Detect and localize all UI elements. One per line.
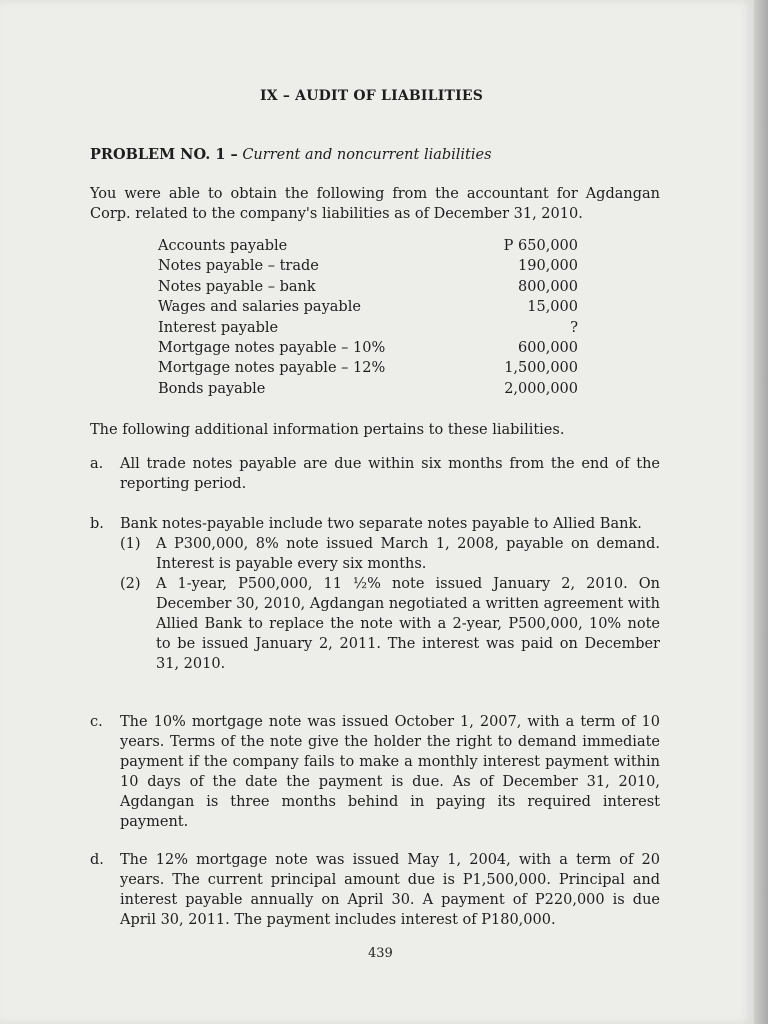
ledger-name: Notes payable – trade: [158, 258, 319, 275]
ledger-name: Mortgage notes payable – 10%: [158, 339, 386, 356]
item-letter: c.: [90, 714, 103, 730]
item-letter: a.: [90, 456, 104, 472]
page-edge: [754, 0, 768, 1024]
problem-heading: [90, 145, 660, 165]
ledger-amount: 190,000: [518, 258, 578, 275]
ledger-amount: P 650,000: [503, 238, 578, 254]
ledger-name: Wages and salaries payable: [158, 299, 361, 316]
subitem-number: (1): [120, 536, 141, 552]
problem-number: PROBLEM NO. 1 –: [90, 146, 238, 163]
problem-topic: Current and noncurrent liabilities: [242, 147, 492, 163]
ledger-name: Accounts payable: [158, 238, 288, 254]
ledger-amount: 15,000: [527, 299, 578, 316]
ledger-row: [158, 297, 578, 317]
ledger-row: [158, 338, 578, 358]
ledger-amount: 600,000: [518, 339, 578, 356]
subitem-text: A 1-year, P500,000, 11 ½% note issued January 2, 2010. On December 30, 2010, Agdangan negotiated a written agreement with Allied Bank to replace the note with a 2-year, P500,000, 10% note to be issued January 2, 2011. The interest was paid on December 31, 2010.: [156, 576, 660, 672]
item-letter: b.: [90, 516, 104, 532]
page-number: 439: [368, 946, 393, 961]
ledger-row: [158, 256, 578, 276]
additional-info: The following additional information pertains to these liabilities.: [90, 422, 565, 438]
ledger-row: [158, 318, 578, 338]
ledger-row: [158, 236, 578, 256]
item-text: The 12% mortgage note was issued May 1, 2004, with a term of 20 years. The current principal amount due is P1,500,000. Principal and interest payable annually on April 30. A payment of P220,000 is due April 30, 2011. The payment includes interest of P180,000.: [120, 852, 660, 928]
item-text: The 10% mortgage note was issued October 1, 2007, with a term of 10 years. Terms of the note give the holder the right to demand immediate payment if the company fails to make a monthly interest payment within 10 days of the date the payment is due. As of December 31, 2010, Agdangan is three months behind in paying its required interest payment.: [120, 714, 660, 830]
ledger-name: Interest payable: [158, 319, 279, 336]
ledger-row: [158, 277, 578, 297]
liabilities-list: [158, 236, 578, 399]
ledger-row: [158, 379, 578, 399]
chapter-title: IX – AUDIT OF LIABILITIES: [260, 88, 483, 104]
ledger-row: [158, 358, 578, 378]
ledger-amount: ?: [570, 319, 578, 336]
item-text: Bank notes-payable include two separate notes payable to Allied Bank.: [120, 516, 642, 532]
ledger-name: Mortgage notes payable – 12%: [158, 360, 386, 377]
ledger-amount: 2,000,000: [504, 380, 578, 397]
ledger-amount: 1,500,000: [504, 360, 578, 377]
intro-paragraph: You were able to obtain the following from the accountant for Agdangan Corp. related to the company's liabilities as of December 31, 2010.: [90, 186, 660, 222]
item-body: [120, 514, 660, 674]
ledger-amount: 800,000: [518, 278, 578, 295]
ledger-name: Bonds payable: [158, 380, 266, 397]
item-letter: d.: [90, 852, 104, 868]
subitem-text: A P300,000, 8% note issued March 1, 2008, payable on demand. Interest is payable every six months.: [156, 536, 660, 572]
item-text: All trade notes payable are due within six months from the end of the reporting period.: [120, 456, 660, 492]
subitem-number: (2): [120, 576, 141, 592]
subitem-2: [120, 574, 660, 674]
ledger-name: Notes payable – bank: [158, 278, 316, 295]
subitem-1: [120, 534, 660, 574]
